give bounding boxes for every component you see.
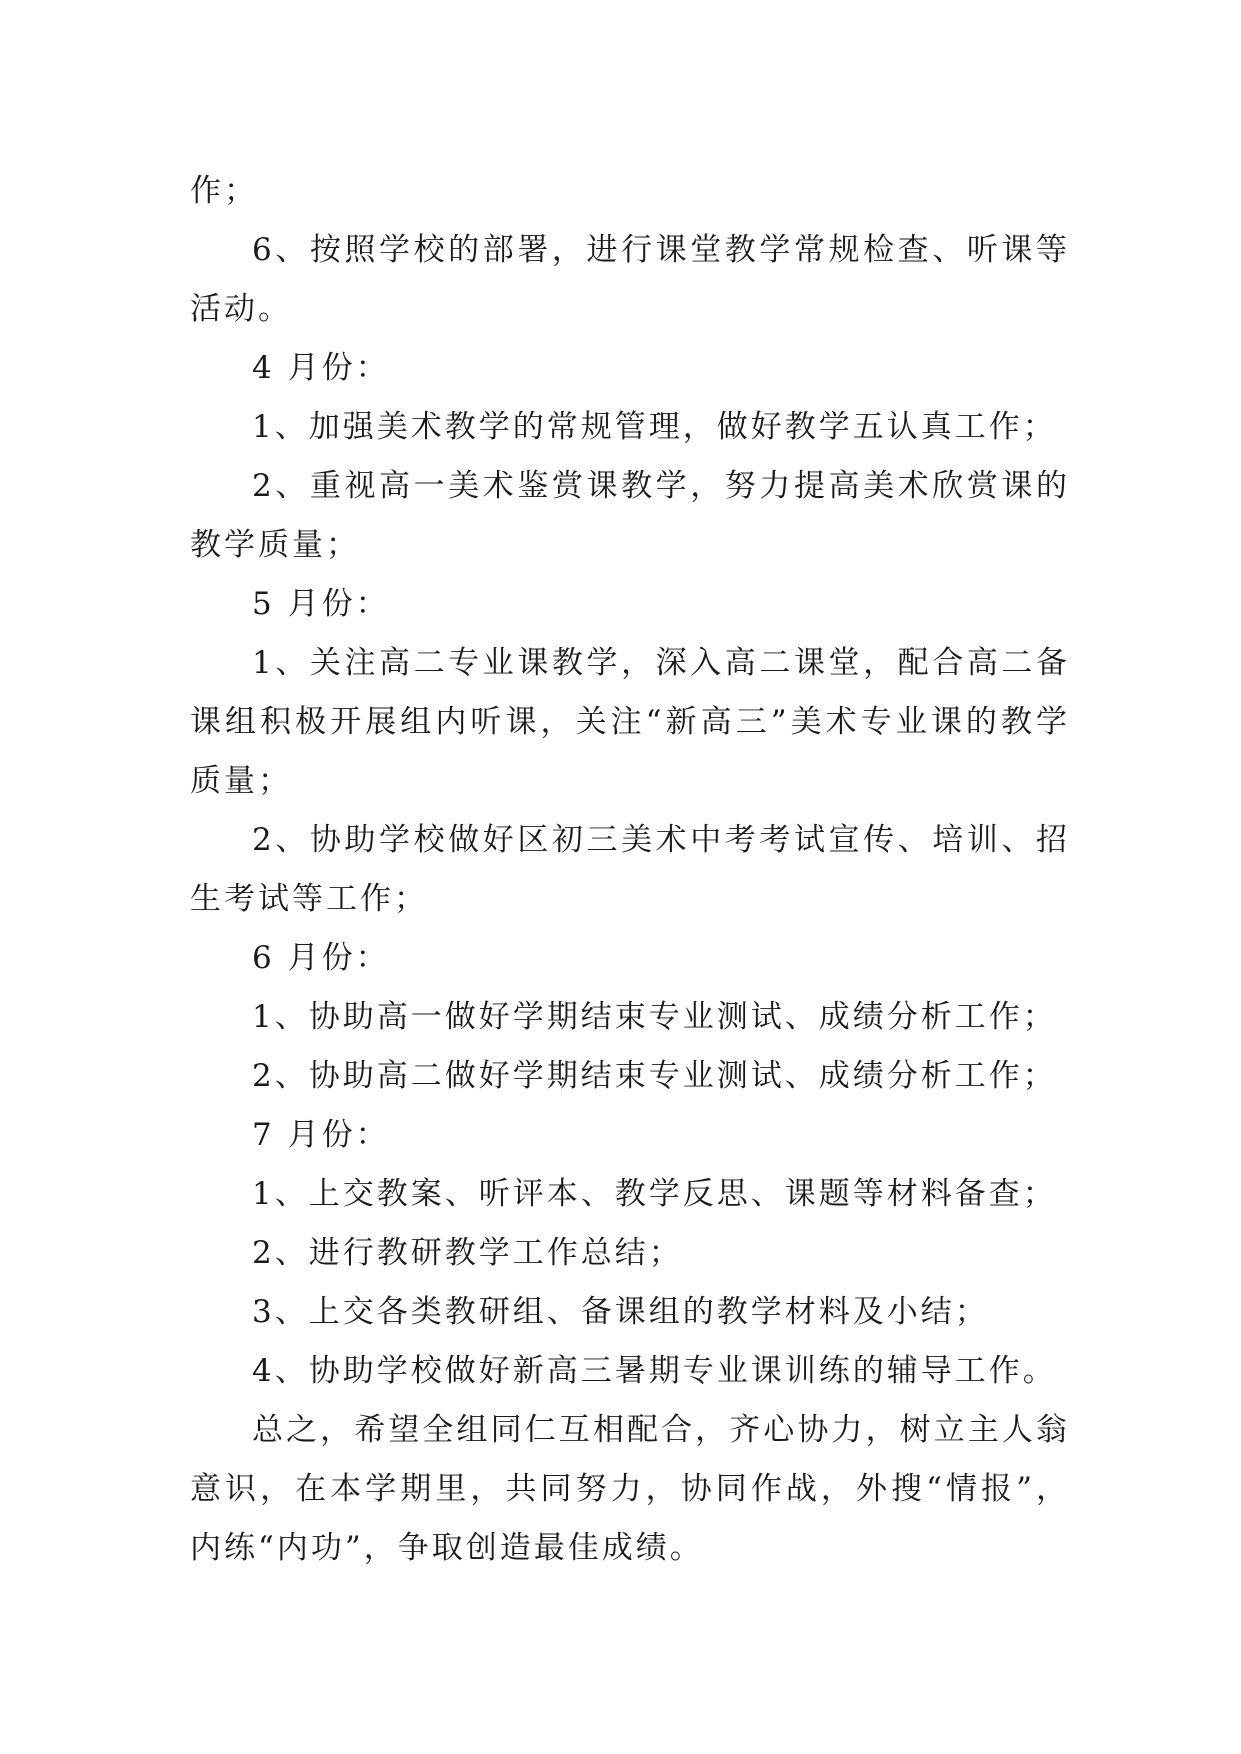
month-heading-june: 6 月份： [252, 940, 390, 976]
month-heading-july: 7 月份： [252, 1117, 390, 1153]
paragraph-july-item-1: 1、上交教案、听评本、教学反思、课题等材料备查； [252, 1176, 1057, 1212]
paragraph-april-item-1: 1、加强美术教学的常规管理，做好教学五认真工作； [252, 409, 1057, 445]
paragraph-march-item-6: 6、按照学校的部署，进行课堂教学常规检查、听课等活动。 [190, 232, 1070, 327]
paragraph-conclusion: 总之，希望全组同仁互相配合，齐心协力，树立主人翁意识，在本学期里，共同努力，协同作战，外搜“情报”，内练“内功”，争取创造最佳成绩。 [190, 1412, 1070, 1566]
month-heading-april: 4 月份： [252, 350, 390, 386]
paragraph-july-item-3: 3、上交各类教研组、备课组的教学材料及小结； [252, 1294, 989, 1330]
paragraph-may-item-2: 2、协助学校做好区初三美术中考考试宣传、培训、招生考试等工作； [190, 822, 1070, 917]
paragraph-may-item-1: 1、关注高二专业课教学，深入高二课堂，配合高二备课组积极开展组内听课，关注“新高三”美术专业课的教学质量； [190, 645, 1070, 799]
paragraph-july-item-4: 4、协助学校做好新高三暑期专业课训练的辅导工作。 [252, 1353, 1057, 1389]
paragraph-april-item-2: 2、重视高一美术鉴赏课教学，努力提高美术欣赏课的教学质量； [190, 468, 1070, 563]
paragraph-july-item-2: 2、进行教研教学工作总结； [252, 1235, 683, 1271]
paragraph-june-item-1: 1、协助高一做好学期结束专业测试、成绩分析工作； [252, 999, 1057, 1035]
paragraph-continuation: 作； [190, 173, 258, 209]
document-body [190, 162, 1070, 1578]
month-heading-may: 5 月份： [252, 586, 390, 622]
paragraph-june-item-2: 2、协助高二做好学期结束专业测试、成绩分析工作； [252, 1058, 1057, 1094]
